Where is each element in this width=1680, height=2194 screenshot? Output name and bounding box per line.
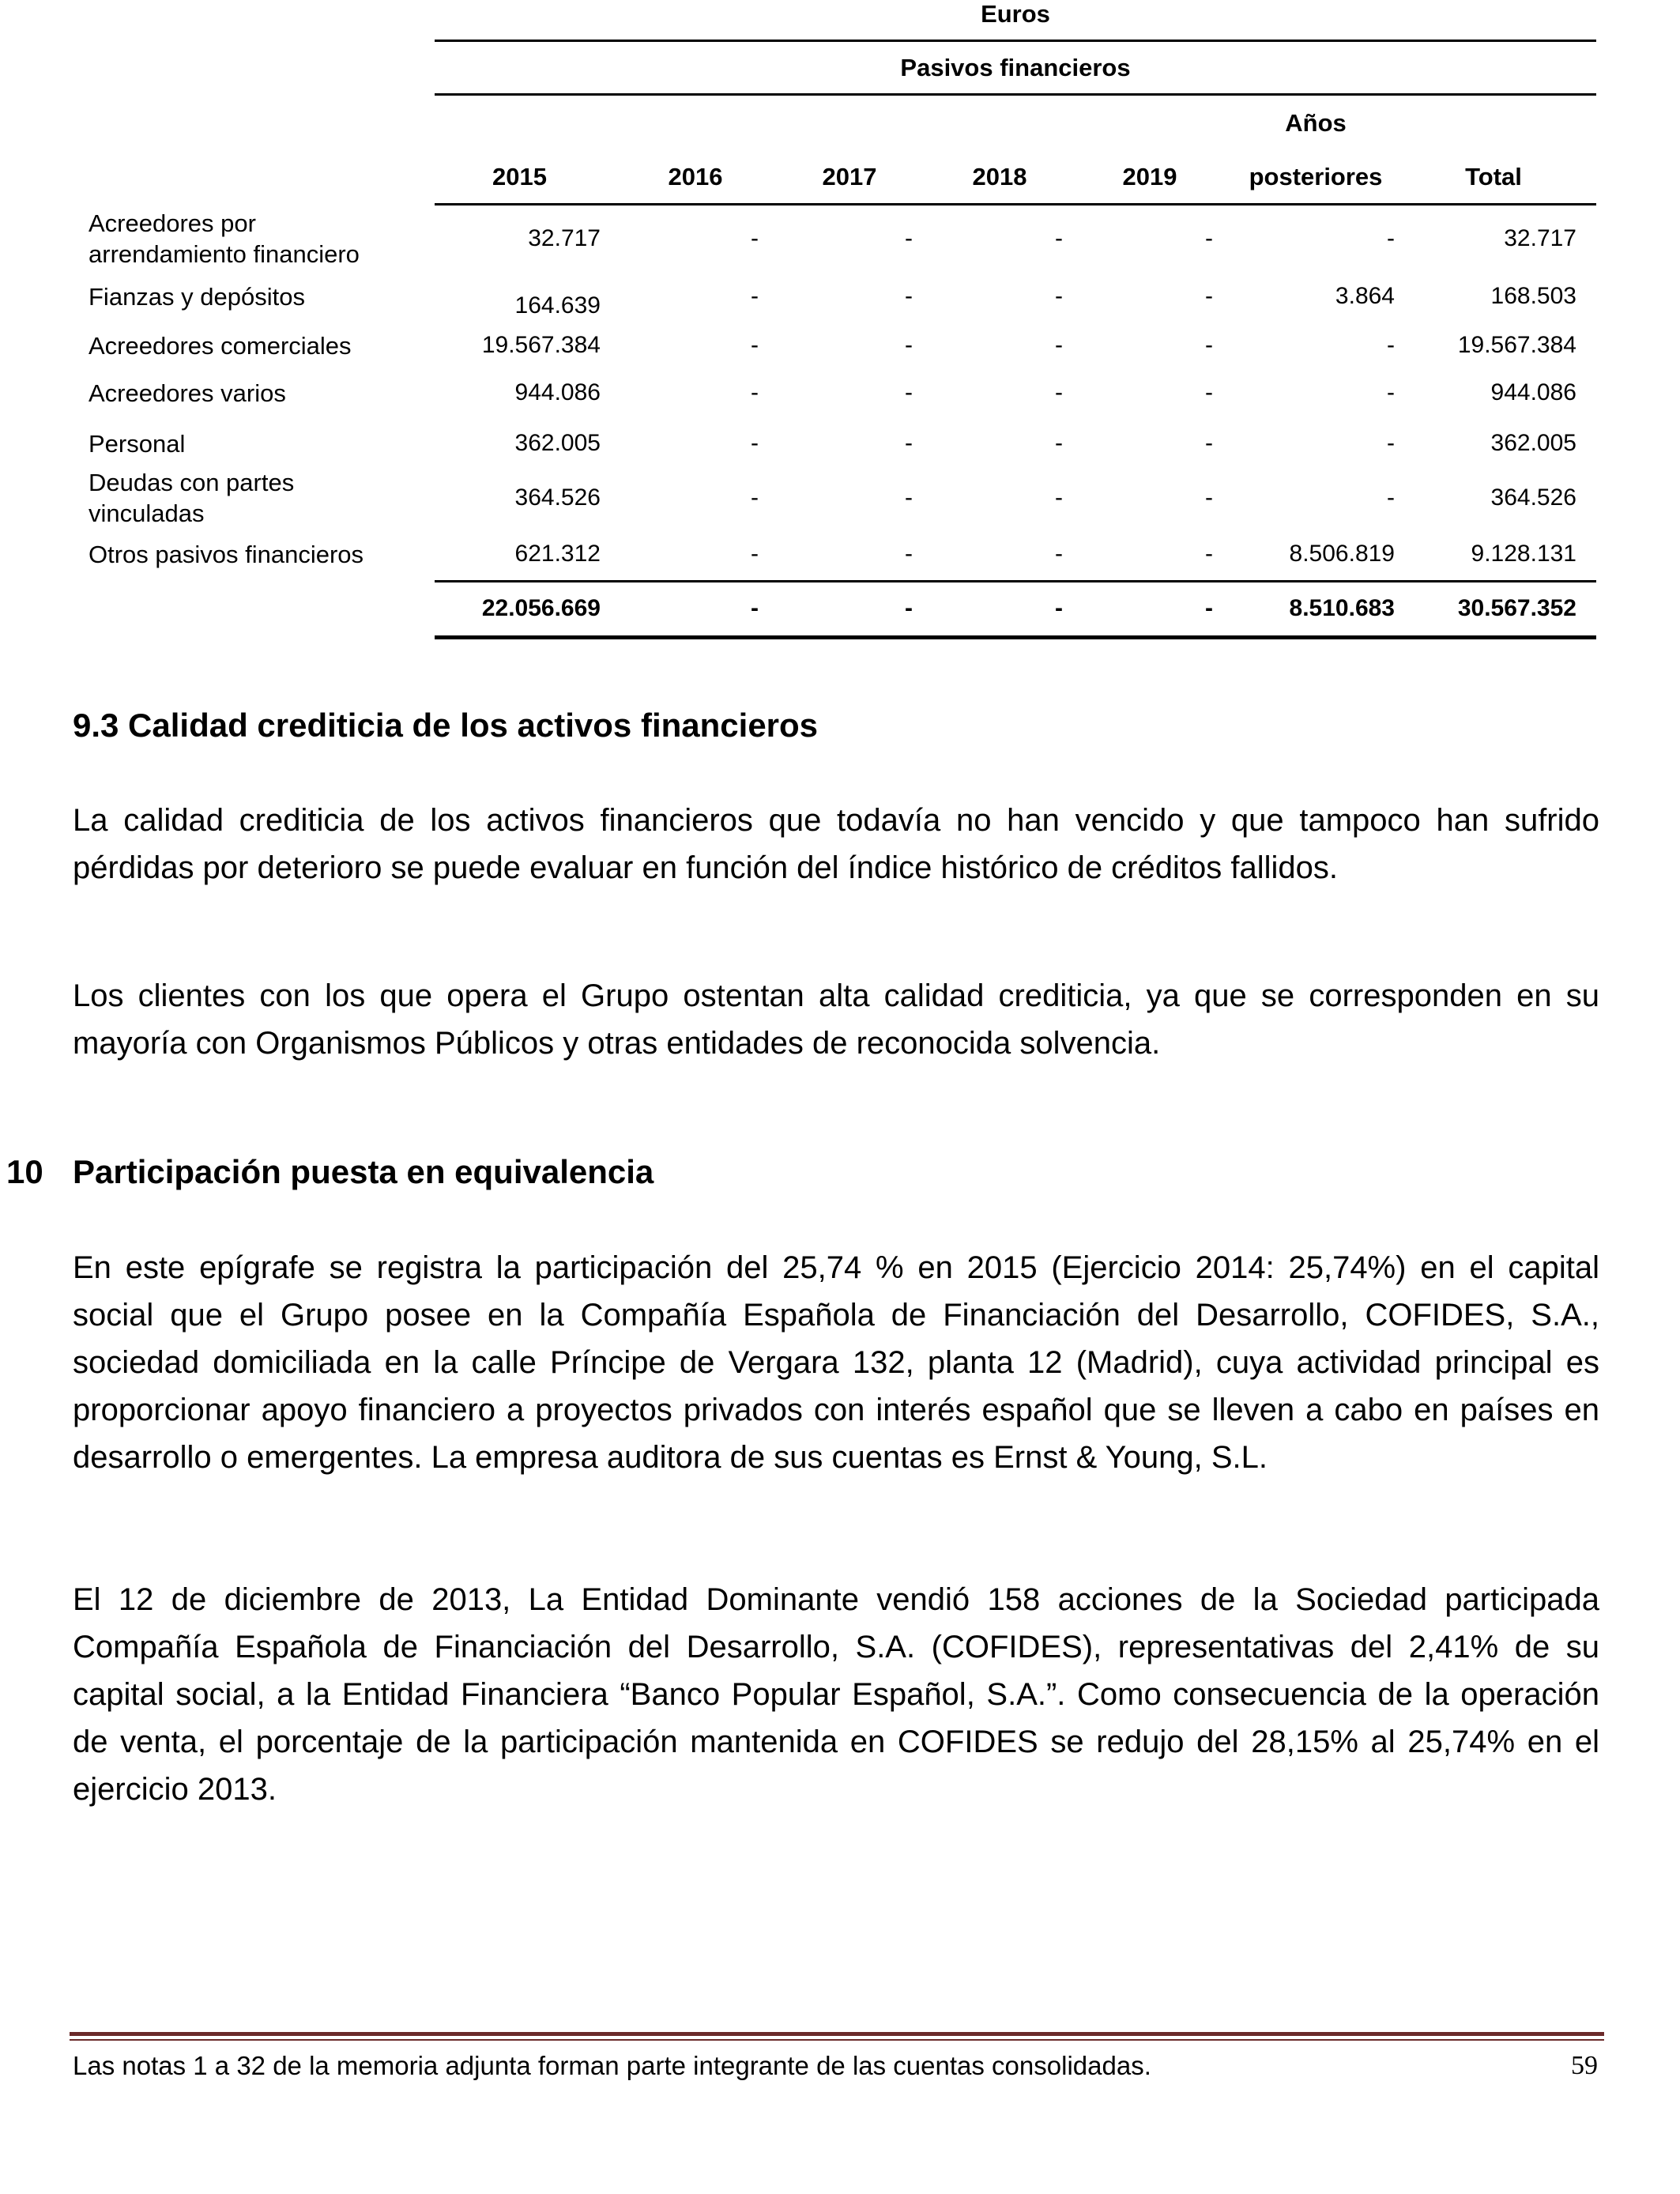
total-cell: 8.510.683 bbox=[1289, 595, 1395, 621]
total-cell: 22.056.669 bbox=[481, 595, 601, 621]
value-cell: 19.567.384 bbox=[1457, 332, 1576, 358]
value-cell: 944.086 bbox=[1490, 379, 1576, 405]
value-cell: 8.506.819 bbox=[1289, 541, 1395, 567]
section-9-3-title: 9.3 Calidad crediticia de los activos financieros bbox=[73, 707, 819, 744]
section-10-title: Participación puesta en equivalencia bbox=[73, 1153, 654, 1190]
value-cell: - bbox=[1055, 283, 1063, 309]
value-cell: - bbox=[751, 379, 759, 405]
column-header: posteriores bbox=[1249, 163, 1383, 190]
row-label: Acreedores por arrendamiento financiero bbox=[89, 209, 360, 268]
value-cell: 621.312 bbox=[514, 541, 601, 567]
row-label: Acreedores varios bbox=[89, 379, 286, 407]
footer-note: Las notas 1 a 32 de la memoria adjunta forman parte integrante de las cuentas consolidadas. bbox=[73, 2051, 1151, 2080]
value-cell: 32.717 bbox=[1504, 225, 1576, 251]
header-rule bbox=[435, 40, 1596, 42]
footer-rule bbox=[70, 2039, 1604, 2041]
column-header-row bbox=[79, 161, 1596, 193]
value-cell: - bbox=[1055, 484, 1063, 511]
column-header: 2017 bbox=[822, 163, 877, 190]
row-label: Acreedores comerciales bbox=[89, 331, 352, 360]
row-label: Otros pasivos financieros bbox=[89, 540, 364, 568]
value-cell: - bbox=[751, 484, 759, 511]
value-cell: - bbox=[1055, 225, 1063, 251]
group-header: Pasivos financieros bbox=[900, 54, 1131, 81]
page-number: 59 bbox=[1571, 2051, 1598, 2080]
value-cell: - bbox=[1055, 430, 1063, 456]
value-cell: - bbox=[1205, 541, 1213, 567]
table-row bbox=[79, 207, 1596, 270]
section-9-3-paragraph-1: La calidad crediticia de los activos financieros que todavía no han vencido y que tampoco han sufrido pérdidas por deterioro se puede evaluar en función del índice histórico de créditos fallidos. bbox=[73, 803, 1599, 885]
section-9-3-paragraph-2: Los clientes con los que opera el Grupo ostentan alta calidad crediticia, ya que se corresponden en su mayoría con Organismos Públicos y otras entidades de reconocida solvencia. bbox=[73, 978, 1599, 1061]
value-cell: - bbox=[1387, 332, 1395, 358]
value-cell: 164.639 bbox=[514, 292, 601, 319]
value-cell: - bbox=[751, 541, 759, 567]
value-cell: 362.005 bbox=[1490, 430, 1576, 456]
total-row bbox=[79, 589, 1596, 628]
value-cell: - bbox=[751, 430, 759, 456]
value-cell: - bbox=[905, 430, 913, 456]
section-10-paragraph-1: En este epígrafe se registra la participación del 25,74 % en 2015 (Ejercicio 2014: 25,74%) en el capital social que el Grupo posee en la Compañía Española de Financiación del Desarrollo, COFIDES, S.A., sociedad domiciliada en la calle Príncipe de Vergara 132, planta 12 (Madrid), cuya actividad principal es proporcionar apoyo financiero a proyectos privados con interés español que se lleven a cabo en países en desarrollo o emergentes. La empresa auditora de sus cuentas es Ernst & Young, S.L. bbox=[73, 1250, 1599, 1475]
value-cell: 168.503 bbox=[1490, 283, 1576, 309]
value-cell: - bbox=[905, 283, 913, 309]
unit-header: Euros bbox=[981, 0, 1050, 28]
table-row bbox=[79, 424, 1596, 463]
table-row bbox=[79, 326, 1596, 365]
total-cell: - bbox=[1055, 595, 1063, 621]
value-cell: 9.128.131 bbox=[1471, 541, 1576, 567]
value-cell: 19.567.384 bbox=[481, 332, 601, 358]
value-cell: 32.717 bbox=[528, 225, 601, 251]
unit-header-row bbox=[79, 0, 1596, 28]
row-label: Personal bbox=[89, 429, 186, 458]
value-cell: - bbox=[1205, 283, 1213, 309]
value-cell: - bbox=[1055, 379, 1063, 405]
value-cell: - bbox=[1205, 430, 1213, 456]
value-cell: - bbox=[751, 225, 759, 251]
total-cell: 30.567.352 bbox=[1457, 595, 1576, 621]
value-cell: 362.005 bbox=[514, 430, 601, 456]
value-cell: - bbox=[905, 225, 913, 251]
total-rule-bottom bbox=[435, 635, 1596, 639]
total-rule-top bbox=[435, 580, 1596, 582]
footer-rule bbox=[70, 2032, 1604, 2036]
value-cell: - bbox=[1205, 225, 1213, 251]
group-header-row bbox=[79, 52, 1596, 84]
value-cell: - bbox=[1387, 430, 1395, 456]
value-cell: - bbox=[1205, 484, 1213, 511]
value-cell: - bbox=[1387, 484, 1395, 511]
row-label: Deudas con partes vinculadas bbox=[89, 469, 295, 527]
value-cell: - bbox=[905, 484, 913, 511]
value-cell: 364.526 bbox=[514, 484, 601, 511]
table-row bbox=[79, 373, 1596, 413]
table-row bbox=[79, 466, 1596, 530]
column-header: 2016 bbox=[668, 163, 723, 190]
table-row bbox=[79, 277, 1596, 319]
value-cell: 3.864 bbox=[1335, 283, 1395, 309]
section-10-paragraph-2: El 12 de diciembre de 2013, La Entidad Dominante vendió 158 acciones de la Sociedad participada Compañía Española de Financiación del Desarrollo, S.A. (COFIDES), representativas del 2,41% de su capital social, a la Entidad Financiera “Banco Popular Español, S.A.”. Como consecuencia de la operación de venta, el porcentaje de la participación mantenida en COFIDES se redujo del 28,15% al 25,74% en el ejercicio 2013. bbox=[73, 1582, 1599, 1807]
value-cell: - bbox=[1205, 332, 1213, 358]
value-cell: - bbox=[1055, 332, 1063, 358]
total-cell: - bbox=[751, 595, 759, 621]
total-cell: - bbox=[905, 595, 913, 621]
value-cell: - bbox=[905, 541, 913, 567]
column-header: 2019 bbox=[1122, 163, 1177, 190]
total-cell: - bbox=[1205, 595, 1213, 621]
column-header: 2015 bbox=[492, 163, 547, 190]
value-cell: - bbox=[1387, 225, 1395, 251]
header-rule bbox=[435, 203, 1596, 205]
section-10-number: 10 bbox=[6, 1153, 43, 1190]
value-cell: - bbox=[905, 379, 913, 405]
value-cell: - bbox=[751, 283, 759, 309]
table-row bbox=[79, 534, 1596, 574]
anos-header-row bbox=[79, 107, 1596, 139]
value-cell: - bbox=[905, 332, 913, 358]
header-rule bbox=[435, 93, 1596, 96]
value-cell: - bbox=[1387, 379, 1395, 405]
value-cell: - bbox=[1205, 379, 1213, 405]
value-cell: 944.086 bbox=[514, 379, 601, 405]
value-cell: - bbox=[751, 332, 759, 358]
column-header: 2018 bbox=[972, 163, 1027, 190]
anos-header: Años bbox=[1285, 109, 1347, 137]
value-cell: 364.526 bbox=[1490, 484, 1576, 511]
value-cell: - bbox=[1055, 541, 1063, 567]
column-header: Total bbox=[1465, 163, 1522, 190]
row-label: Fianzas y depósitos bbox=[89, 282, 305, 311]
